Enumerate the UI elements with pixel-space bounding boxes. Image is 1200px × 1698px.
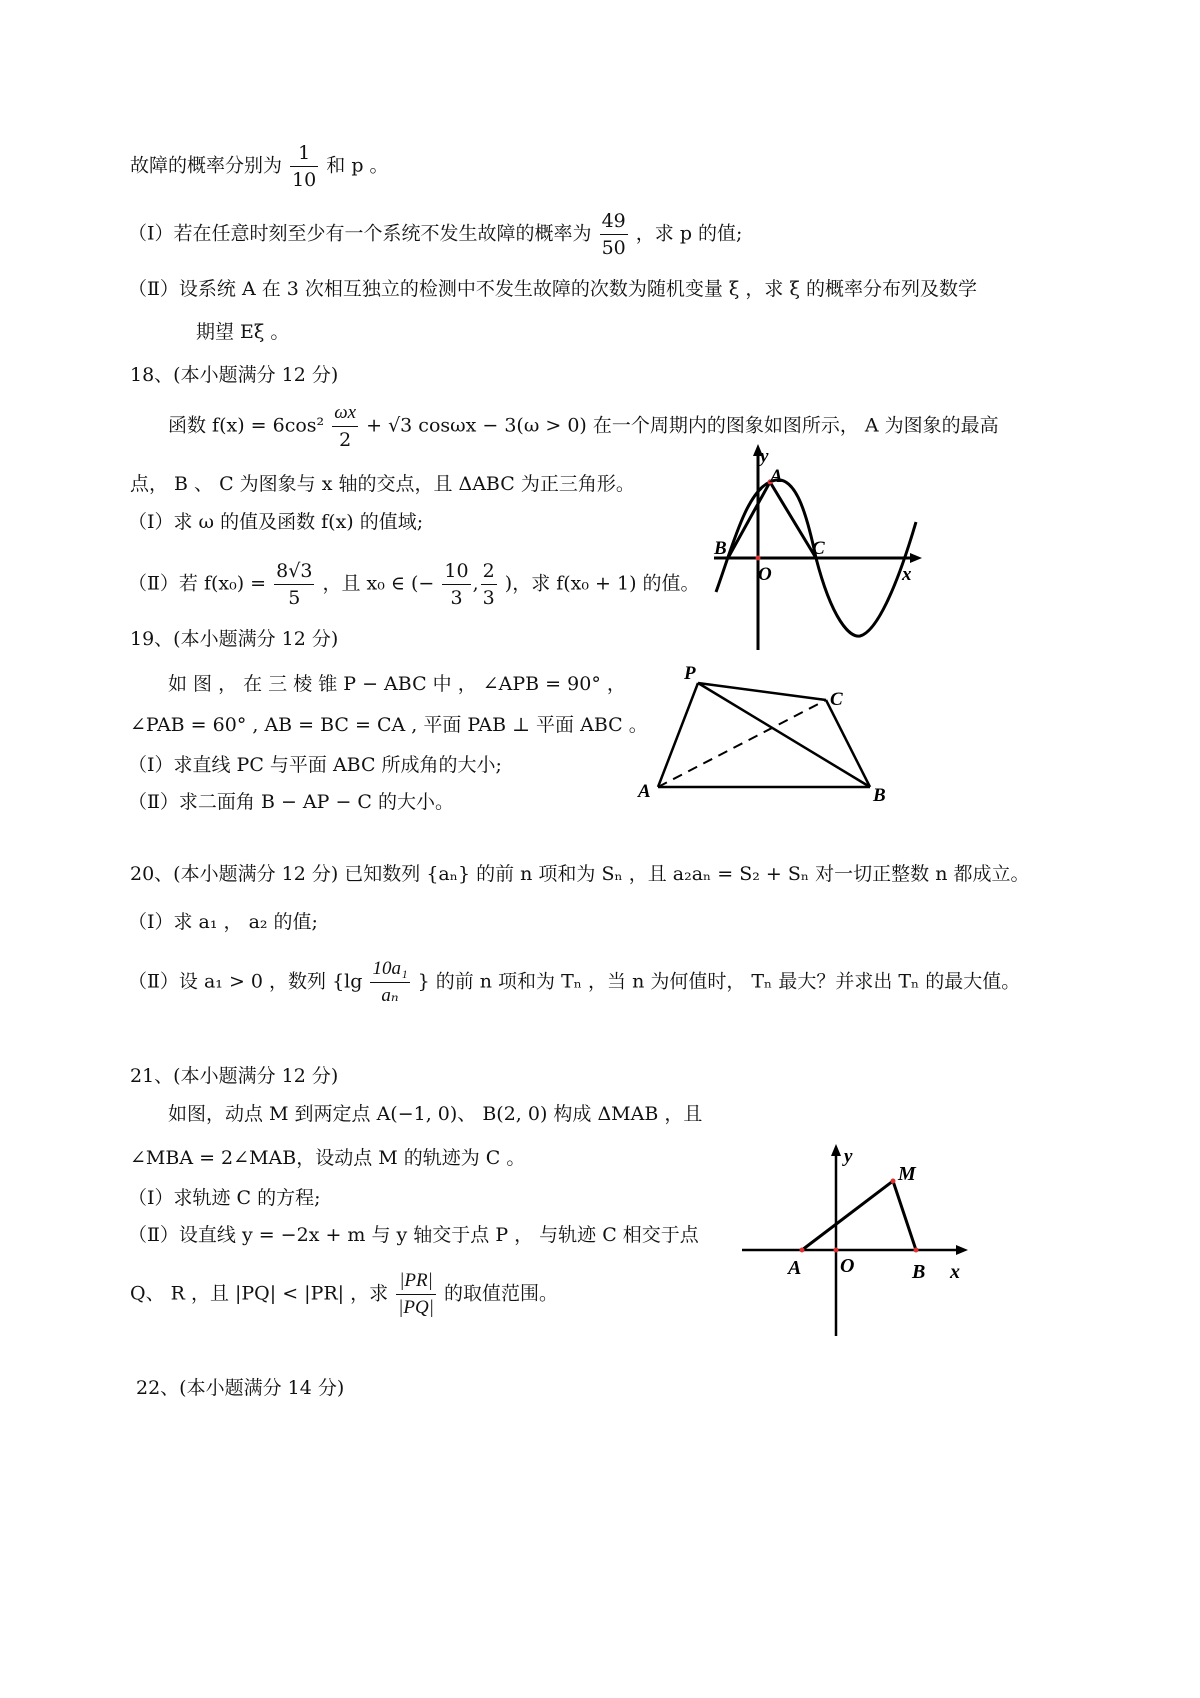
frac-numerator: 1 (290, 140, 318, 167)
q18-function-text: 函数 f(x) = 6cos² (168, 414, 325, 437)
frac-denominator: aₙ (381, 985, 399, 1006)
q19-pyramid-figure (630, 655, 900, 815)
q21-part-ii-line1: （Ⅱ）设直线 y = −2x + m 与 y 轴交于点 P ， 与轨迹 C 相交于点 (128, 1224, 699, 1246)
q21-line1: 如图，动点 M 到两定点 A(−1, 0)、 B(2, 0) 构成 ΔMAB ，且 (168, 1103, 703, 1125)
q17-fraction-49-50 (600, 208, 628, 261)
frac-denominator: 3 (482, 587, 495, 609)
q18-fraction-2-3 (481, 558, 497, 611)
x-axis-arrow (910, 553, 922, 563)
q20-part-ii-text: （Ⅱ）设 a₁ > 0 ，数列 {lg (128, 970, 363, 993)
label-c: C (812, 538, 825, 559)
q17-line1 (130, 140, 389, 193)
q21-part-ii-text: Q、 R ，且 |PQ| < |PR| ，求 (130, 1282, 389, 1305)
q20-line1: 20、(本小题满分 12 分) 已知数列 {aₙ} 的前 n 项和为 Sₙ ，且 a₂aₙ = S₂ + Sₙ 对一切正整数 n 都成立。 (130, 863, 1030, 885)
edge-ac-hidden (658, 700, 826, 787)
label-y: y (760, 446, 769, 467)
edge-pa (658, 683, 698, 787)
label-y: y (844, 1146, 853, 1167)
q17-part-i-text: ，求 p 的值; (635, 222, 743, 245)
frac-numerator: 10a₁ (370, 956, 409, 983)
q17-part-ii-line2: 期望 Eξ 。 (196, 321, 290, 343)
q21-part-i: （Ⅰ）求轨迹 C 的方程; (128, 1187, 321, 1209)
q20-fraction-10a1-an (370, 956, 409, 1009)
q18-sine-figure (700, 440, 940, 655)
q18-part-ii-text: （Ⅱ）若 f(x₀) = (128, 572, 267, 595)
triangle-mab (802, 1181, 916, 1250)
label-b: B (912, 1261, 926, 1283)
y-axis-arrow (831, 1144, 841, 1156)
q17-part-ii-line1: （Ⅱ）设系统 A 在 3 次相互独立的检测中不发生故障的次数为随机变量 ξ ，求 ξ 的概率分布列及数学 (128, 278, 977, 300)
label-c: C (830, 689, 843, 710)
label-o: O (840, 1255, 855, 1277)
frac-denominator: |PQ| (398, 1297, 434, 1318)
frac-denominator: 10 (292, 169, 317, 191)
frac-denominator: 2 (339, 429, 352, 451)
point-b (914, 1248, 919, 1253)
q19-header: 19、(本小题满分 12 分) (130, 628, 339, 650)
frac-numerator: 8√3 (274, 558, 314, 585)
q17-part-i (128, 208, 742, 261)
q18-fraction-8sqrt3-5 (274, 558, 314, 611)
q20-part-ii-text: } 的前 n 项和为 Tₙ ，当 n 为何值时， Tₙ 最大？并求出 Tₙ 的最大值。 (417, 970, 1021, 993)
q20-part-i: （Ⅰ）求 a₁ ， a₂ 的值; (128, 911, 318, 933)
frac-numerator: 2 (481, 558, 497, 585)
point-o (834, 1248, 839, 1253)
frac-numerator: 49 (600, 208, 628, 235)
frac-numerator: ωx (332, 400, 358, 427)
q18-function-text: + √3 cosωx − 3(ω > 0) 在一个周期内的图象如图所示， A 为图象的最高 (366, 414, 999, 437)
frac-denominator: 50 (601, 237, 626, 259)
point-o (756, 556, 761, 561)
frac-numerator: 10 (442, 558, 470, 585)
label-o: O (758, 564, 772, 585)
point-a (800, 1248, 805, 1253)
q21-triangle-figure (738, 1140, 978, 1340)
label-a: A (788, 1257, 802, 1279)
frac-denominator: 3 (450, 587, 463, 609)
frac-numerator: |PR| (396, 1268, 436, 1295)
q21-header: 21、(本小题满分 12 分) (130, 1065, 339, 1087)
frac-denominator: 5 (288, 587, 301, 609)
label-x: x (902, 564, 912, 585)
label-a: A (770, 466, 783, 487)
q21-part-ii-text: 的取值范围。 (443, 1282, 558, 1305)
label-a: A (638, 781, 651, 802)
q18-part-ii-text: )，求 f(x₀ + 1) 的值。 (504, 572, 700, 595)
q20-part-ii (128, 956, 1020, 1009)
x-axis-arrow (956, 1245, 968, 1255)
q22-header: 22、(本小题满分 14 分) (136, 1377, 345, 1399)
q18-part-i: （Ⅰ）求 ω 的值及函数 f(x) 的值域; (128, 511, 424, 533)
label-b: B (873, 785, 886, 806)
q21-line2: ∠MBA = 2∠MAB，设动点 M 的轨迹为 C 。 (130, 1147, 526, 1169)
edge-pc (698, 683, 826, 700)
q17-text: 和 p 。 (326, 154, 389, 177)
q17-fraction-1-10 (290, 140, 318, 193)
q18-header: 18、(本小题满分 12 分) (130, 364, 339, 386)
q18-part-ii-text: ，且 x₀ ∈ (− (322, 572, 435, 595)
q17-text: 故障的概率分别为 (130, 154, 283, 177)
q18-part-ii (128, 558, 700, 611)
q19-line2: ∠PAB = 60° , AB = BC = CA , 平面 PAB ⊥ 平面 ABC 。 (130, 714, 648, 736)
q19-line1: 如 图 ， 在 三 棱 锥 P − ABC 中 ， ∠APB = 90° ， (168, 673, 626, 695)
q18-line2: 点， B 、 C 为图象与 x 轴的交点，且 ΔABC 为正三角形。 (130, 473, 635, 495)
label-b: B (714, 538, 727, 559)
q18-part-ii-text: , (472, 572, 479, 595)
q19-part-ii: （Ⅱ）求二面角 B − AP − C 的大小。 (128, 791, 454, 813)
q18-fraction-wx-2 (332, 400, 358, 453)
q18-fraction-10-3 (442, 558, 470, 611)
label-m: M (898, 1163, 916, 1185)
label-p: P (684, 663, 696, 684)
q19-part-i: （Ⅰ）求直线 PC 与平面 ABC 所成角的大小; (128, 754, 502, 776)
label-x: x (950, 1261, 960, 1283)
q21-part-ii-line2 (130, 1268, 558, 1321)
point-m (891, 1179, 896, 1184)
q17-part-i-text: （Ⅰ）若在任意时刻至少有一个系统不发生故障的概率为 (128, 222, 592, 245)
q21-fraction-pr-pq (396, 1268, 436, 1321)
